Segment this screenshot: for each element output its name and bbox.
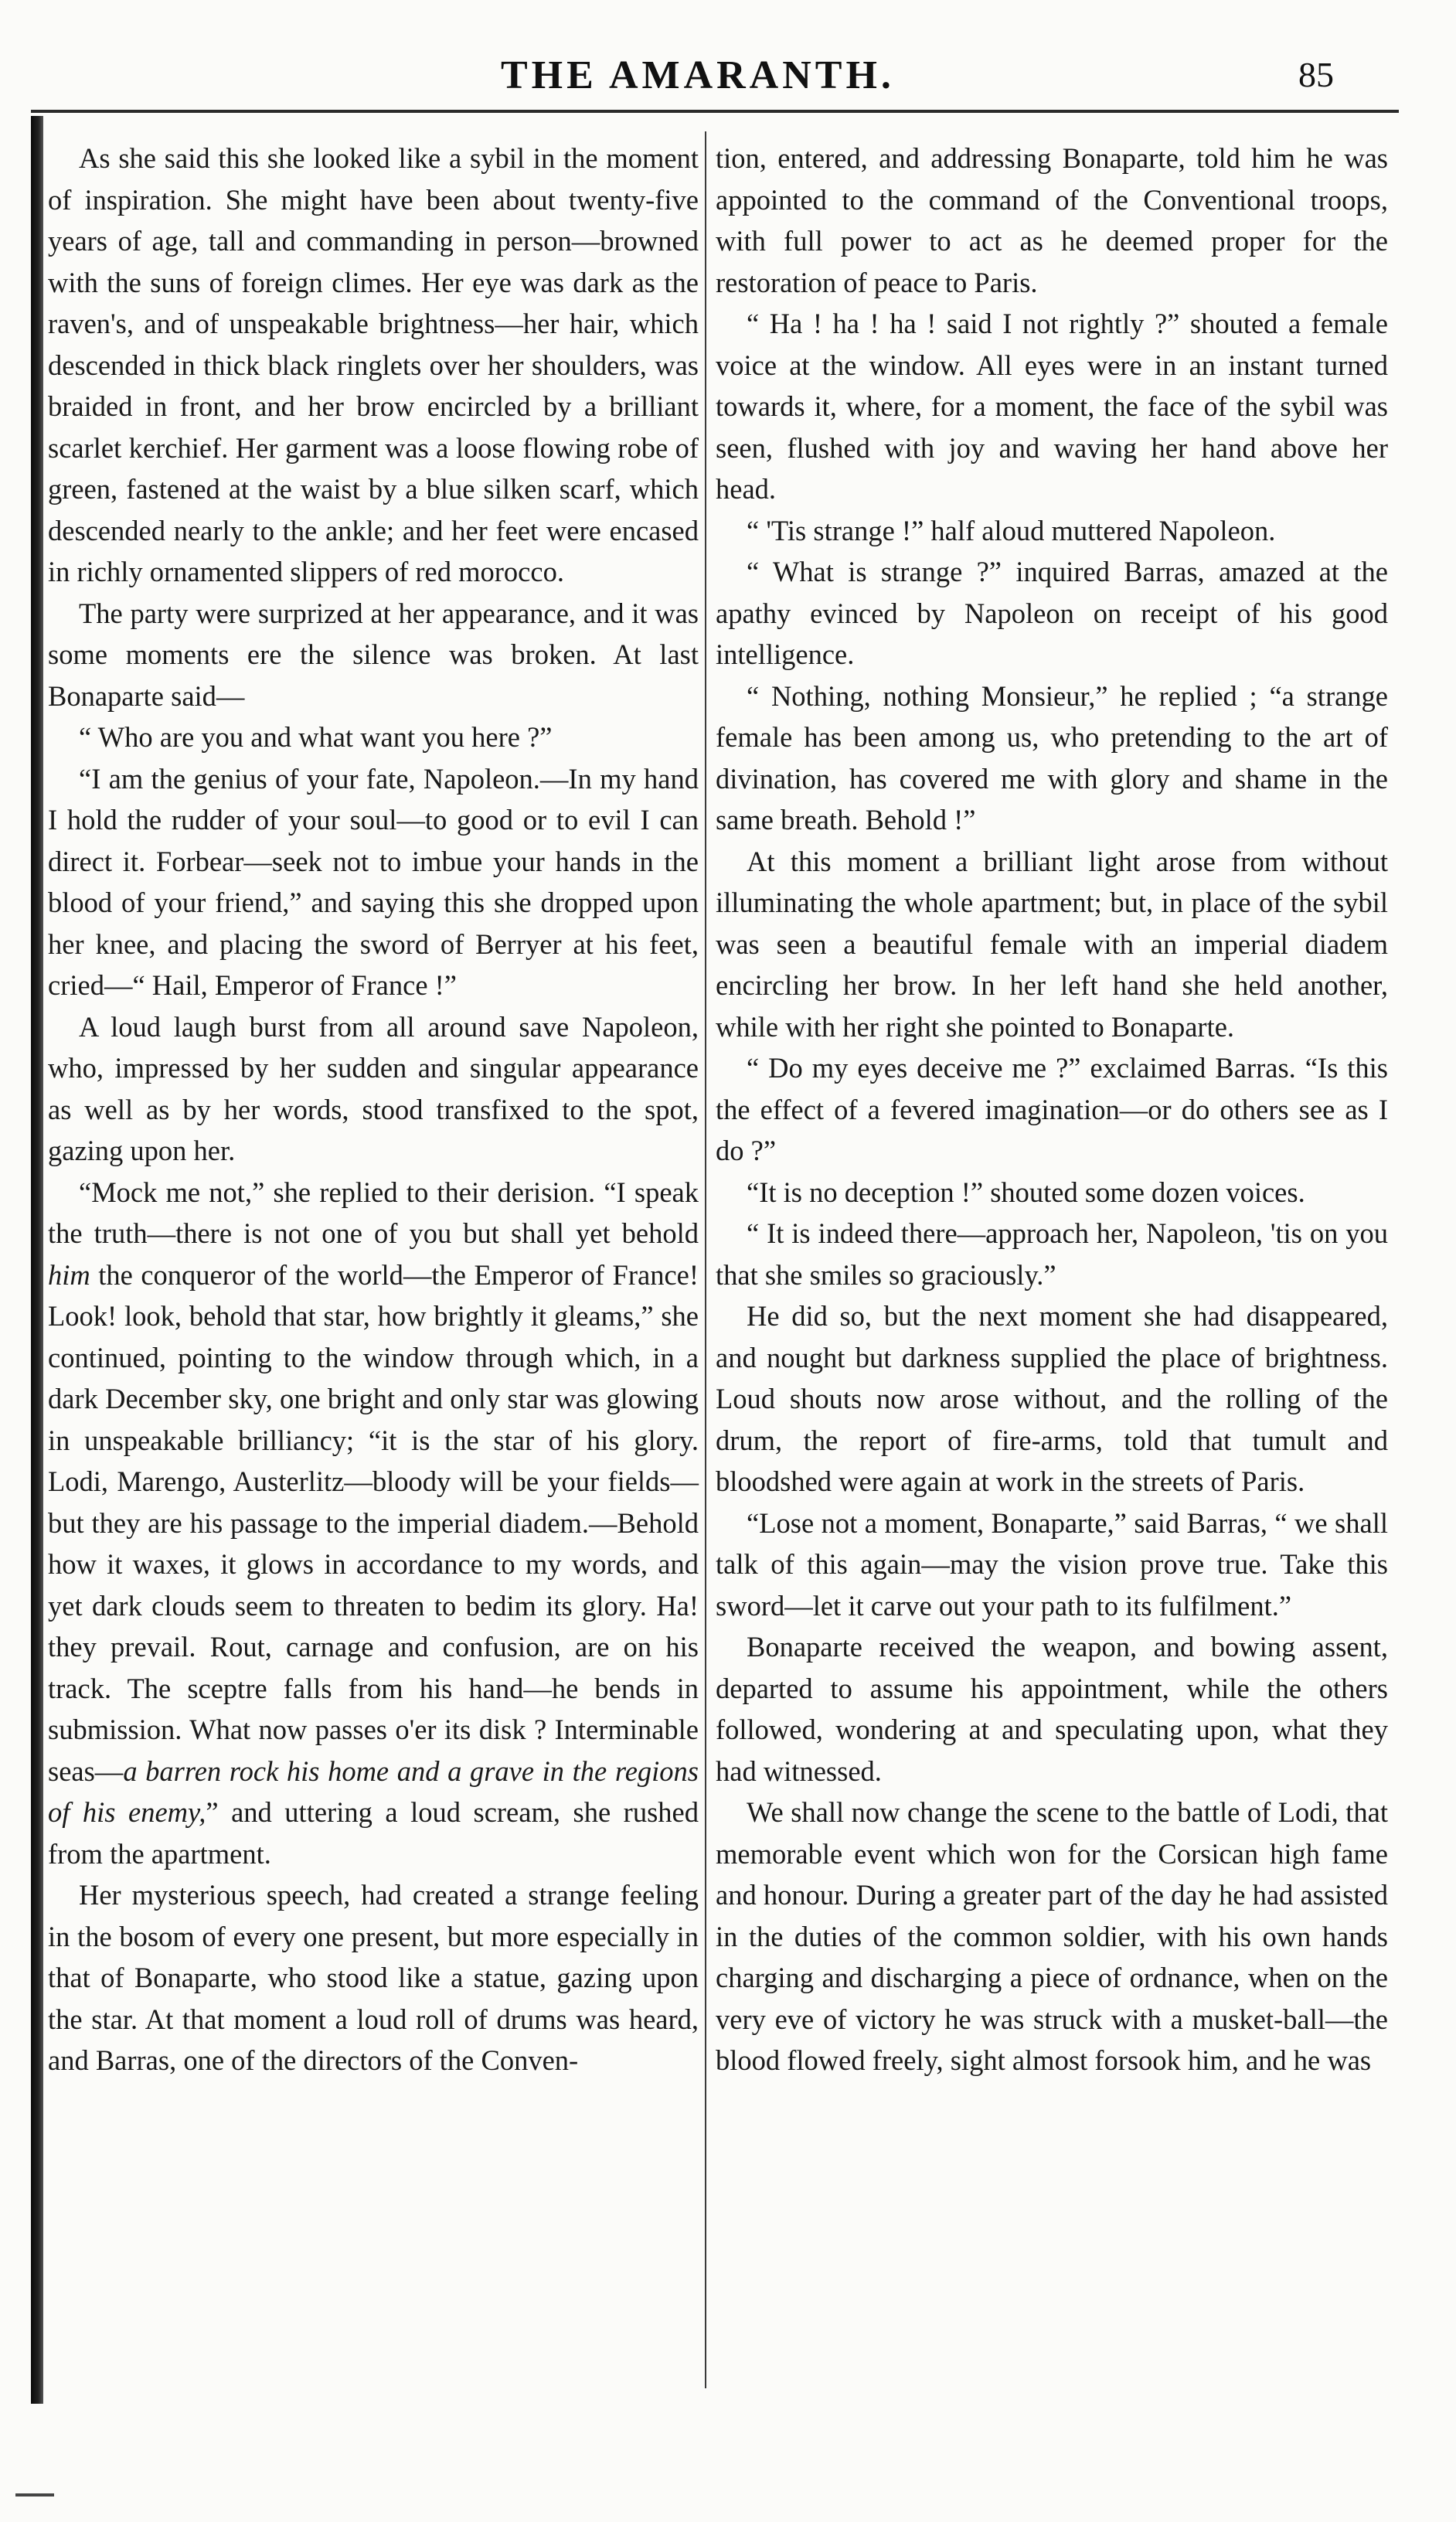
paragraph	[716, 676, 1388, 841]
paragraph	[48, 1006, 699, 1172]
paragraph	[716, 303, 1388, 510]
paragraph	[48, 593, 699, 717]
paragraph	[716, 1503, 1388, 1627]
paragraph	[48, 1172, 699, 1875]
footer-mark	[15, 2493, 54, 2496]
text-run: We shall now change the scene to the battle of Lodi, that memorable event which won for the Corsican high fame and honour. During a greater part of the day he had assisted in the duties of the common soldier, with his own hands charging and discharging a piece of ordnance, when on the very eve of victory he was struck with a musket-ball—the blood flowed freely, sight almost forsook him, and he was	[716, 1796, 1388, 2076]
page-header	[0, 53, 1456, 107]
text-run: “ 'Tis strange !” half aloud muttered Napoleon.	[747, 514, 1276, 546]
text-run: “ Ha ! ha ! ha ! said I not rightly ?” shouted a female voice at the window. All eyes were in an instant turned towards it, where, for a moment, the face of the sybil was seen, flushed with joy and waving her hand above her head.	[716, 308, 1388, 505]
text-run: “Lose not a moment, Bonaparte,” said Barras, “ we shall talk of this again—may the vision prove true. Take this sword—let it carve out your path to its fulfilment.”	[716, 1506, 1388, 1622]
text-run: ” and uttering a loud scream, she rushed from the apartment.	[48, 1796, 699, 1870]
binding-shadow	[31, 116, 43, 2404]
page-number: 85	[1298, 55, 1334, 94]
column-divider	[705, 131, 706, 2388]
paragraph	[48, 758, 699, 1006]
paragraph	[716, 1213, 1388, 1295]
paragraph	[716, 1295, 1388, 1503]
paragraph	[48, 716, 699, 758]
text-run: Her mysterious speech, had created a strange feeling in the bosom of every one present, but more especially in that of Bonaparte, who stood like a statue, gazing upon the star. At that moment a loud roll of drums was heard, and Barras, one of the directors of the Conven-	[48, 1879, 699, 2076]
paragraph	[716, 1047, 1388, 1172]
paragraph	[716, 551, 1388, 676]
text-run: The party were surprized at her appearance, and it was some moments ere the silence was broken. At last Bonaparte said—	[48, 597, 699, 712]
italic-text: him	[48, 1258, 90, 1291]
paragraph	[716, 1172, 1388, 1213]
text-run: “ It is indeed there—approach her, Napoleon, 'tis on you that she smiles so graciously.”	[716, 1217, 1388, 1291]
left-column	[48, 138, 699, 2081]
text-run: “I am the genius of your fate, Napoleon.—In my hand I hold the rudder of your soul—to good or to evil I can direct it. Forbear—seek not to imbue your hands in the blood of your friend,” and saying this she dropped upon her knee, and placing the sword of Berryer at his feet, cried—“ Hail, Emperor of France !”	[48, 762, 699, 1001]
text-run: “Mock me not,” she replied to their derision. “I speak the truth—there is not one of you but shall yet behold	[48, 1176, 699, 1249]
paragraph	[48, 138, 699, 593]
header-rule	[31, 110, 1399, 113]
running-title: THE AMARANTH.	[501, 53, 895, 97]
text-run: “ Do my eyes deceive me ?” exclaimed Barras. “Is this the effect of a fevered imagination—or do others see as I do ?”	[716, 1052, 1388, 1166]
text-run: “ Nothing, nothing Monsieur,” he replied ; “a strange female has been among us, who pretending to the art of divination, has covered me with glory and shame in the same breath. Behold !”	[716, 679, 1388, 836]
text-run: He did so, but the next moment she had disappeared, and nought but darkness supplied the place of brightness. Loud shouts now arose without, and the rolling of the drum, the report of fire-arms, told that tumult and bloodshed were again at work in the streets of Paris.	[716, 1300, 1388, 1497]
text-run: “ Who are you and what want you here ?”	[79, 721, 553, 753]
paragraph	[716, 1626, 1388, 1792]
text-run: A loud laugh burst from all around save Napoleon, who, impressed by her sudden and singular appearance as well as by her words, stood transfixed to the spot, gazing upon her.	[48, 1010, 699, 1166]
text-run: At this moment a brilliant light arose from without illuminating the whole apartment; but, in place of the sybil was seen a beautiful female with an imperial diadem encircling her brow. In her left hand she held another, while with her right she pointed to Bonaparte.	[716, 845, 1388, 1043]
text-run: tion, entered, and addressing Bonaparte, told him he was appointed to the command of the Conventional troops, with full power to act as he deemed proper for the restoration of peace to Paris.	[716, 142, 1388, 298]
italic-text: a barren rock his home and a grave in the regions of his enemy,	[48, 1755, 699, 1828]
text-run: “It is no deception !” shouted some dozen voices.	[747, 1176, 1305, 1208]
paragraph	[716, 138, 1388, 303]
text-run: Bonaparte received the weapon, and bowing assent, departed to assume his appointment, while the others followed, wondering at and speculating upon, what they had witnessed.	[716, 1631, 1388, 1787]
text-run: “ What is strange ?” inquired Barras, amazed at the apathy evinced by Napoleon on receipt of his good intelligence.	[716, 556, 1388, 670]
text-run: the conqueror of the world—the Emperor of France! Look! look, behold that star, how brightly it gleams,” she continued, pointing to the window through which, in a dark December sky, one bright and only star was glowing in unspeakable brilliancy; “it is the star of his glory. Lodi, Marengo, Austerlitz—bloody will be your fields—but they are his passage to the imperial diadem.—Behold how it waxes, it glows in accordance to my words, and yet dark clouds seem to threaten to bedim its glory. Ha! they prevail. Rout, carnage and confusion, are on his track. The sceptre falls from his hand—he bends in submission. What now passes o'er its disk ? Interminable seas—	[48, 1258, 699, 1787]
paragraph	[48, 1874, 699, 2081]
paragraph	[716, 1792, 1388, 2081]
paragraph	[716, 510, 1388, 552]
paragraph	[716, 841, 1388, 1048]
right-column	[716, 138, 1388, 2081]
text-run: As she said this she looked like a sybil in the moment of inspiration. She might have been about twenty-five years of age, tall and commanding in person—browned with the suns of foreign climes. Her eye was dark as the raven's, and of unspeakable brightness—her hair, which descended in thick black ringlets over her shoulders, was braided in front, and her brow encircled by a brilliant scarlet kerchief. Her garment was a loose flowing robe of green, fastened at the waist by a blue silken scarf, which descended nearly to the ankle; and her feet were encased in richly ornamented slippers of red morocco.	[48, 142, 699, 587]
